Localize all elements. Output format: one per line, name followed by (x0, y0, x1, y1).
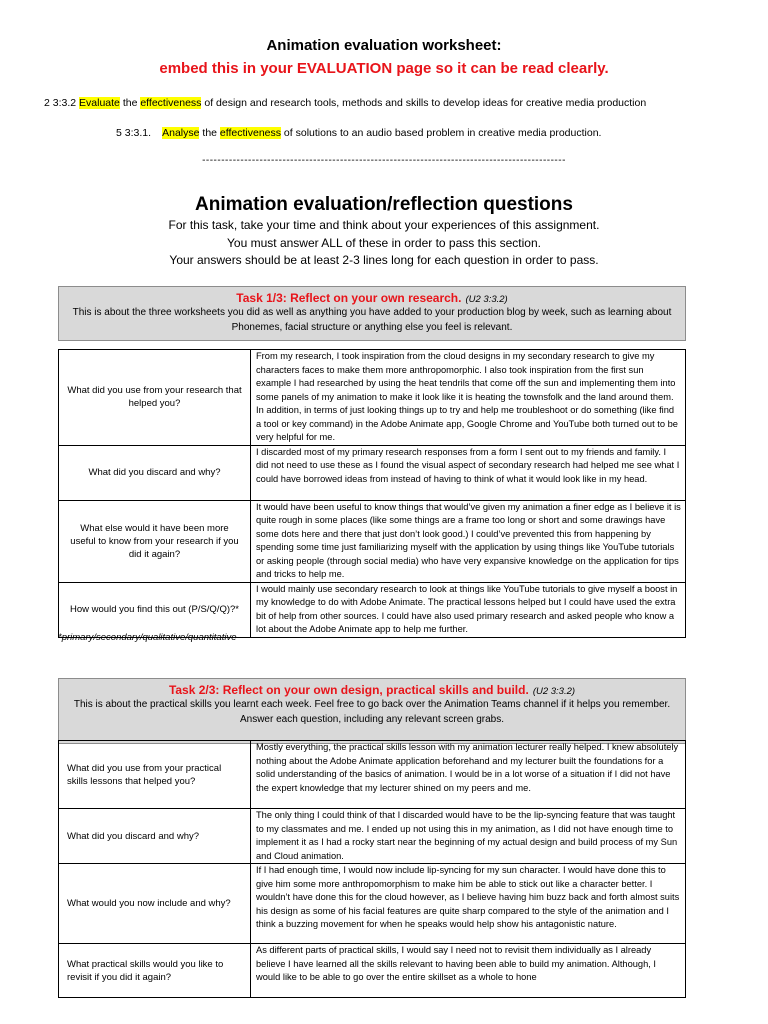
criterion-prefix: 5 3:3.1. (116, 127, 163, 139)
question-cell: What would you now include and why? (59, 864, 251, 944)
answer-cell[interactable]: I would mainly use secondary research to look at things like YouTube tutorials to give myself a boost in my knowledge to do with Adobe Animate. The practical lessons helped but I could have used the extra bit of help from other sources. I could have also used primary research and asked people who know a lot about the Adobe Animate app to help me further. (251, 582, 686, 637)
criterion-key: effectiveness (219, 127, 282, 139)
table-row (59, 582, 686, 637)
task1-table (58, 349, 686, 638)
task1-description: This is about the three worksheets you did as well as anything you have added to your production blog by week, such as learning about Phonemes, facial structure or anything else you feel is relevant. (72, 307, 672, 333)
criterion-rest: of solutions to an audio based problem in creative media production. (281, 127, 602, 139)
criterion-verb: Analyse (162, 127, 200, 139)
task2-code: (U2 3:3.2) (532, 686, 576, 697)
table-row (59, 350, 686, 446)
answer-cell[interactable]: It would have been useful to know things that would’ve given my animation a finer edge as I believe it is quite rough in some places (like some things are a frame too long or short and some drawings have some dots here and there that just don’t look good.) I could’ve prevented this from happening by spending some time just familiarizing myself with the application by using things like YouTube tutorials or asking people (through social media) who have very expansive knowledge on the application for tips and tricks to help me. (251, 500, 686, 582)
criterion-key: effectiveness (140, 97, 202, 109)
task1-title-row (59, 291, 685, 305)
table-row (59, 445, 686, 500)
question-cell: How would you find this out (P/S/Q/Q)?* (59, 582, 251, 637)
question-cell: What did you discard and why? (59, 445, 251, 500)
intro-line: For this task, take your time and think about your experiences of this assignment. (168, 218, 600, 232)
question-cell: What did you use from your research that helped you? (59, 350, 251, 446)
criterion-rest: of design and research tools, methods and skills to develop ideas for creative media production (201, 97, 647, 109)
task2-description: This is about the practical skills you learnt each week. Feel free to go back over the Animation Teams channel if it helps you remember. Answer each question, including any relevant screen grabs. (73, 699, 671, 725)
task1-title: Task 1/3: Reflect on your own research. (236, 291, 462, 305)
page-title: Animation evaluation worksheet: (266, 37, 502, 54)
question-cell: What else would it have been more useful to know from your research if you did it again? (59, 500, 251, 582)
answer-cell[interactable]: The only thing I could think of that I discarded would have to be the lip-syncing feature that was taught to my classmates and me. I ended up not using this in my animation, as I did not have enough time to implement it as I had a rocky start near the beginning of my actual design and build process of my Sun and Cloud animation. (251, 809, 686, 864)
task1-code: (U2 3:3.2) (465, 294, 508, 305)
criterion-2 (116, 127, 601, 139)
answer-cell[interactable]: From my research, I took inspiration from the cloud designs in my secondary research to give my characters faces to make them more anthropomorphic. I also took inspiration from the first sun example I had researched by using the heat tendrils that come off the sun and implementing them into some panels of my animation to make it look like it is heating the townsfolk and the land around them. In addition, in terms of just looking things up to try and help me troubleshoot or do something (like find a tool or key command) in the Adobe Animate app, Google Chrome and YouTube both turned out to be very helpful for me. (251, 350, 686, 446)
question-cell: What practical skills would you like to revisit if you did it again? (59, 944, 251, 998)
criterion-prefix: 2 3:3.2 (44, 97, 80, 109)
table-row (59, 500, 686, 582)
criterion-mid: the (119, 97, 141, 109)
table-row (59, 741, 686, 809)
intro-line: Your answers should be at least 2-3 lines long for each question in order to pass. (169, 253, 599, 267)
criterion-1 (44, 97, 646, 109)
question-cell: What did you use from your practical skills lessons that helped you? (59, 741, 251, 809)
answer-cell[interactable]: If I had enough time, I would now include lip-syncing for my sun character. I would have done this to give him some more anthropomorphism to make him be able to stick out like a character better. I wouldn’t have done this for the cloud however, as I believe having him buzz back and forth almost suits his design as some of his facial features are quite sharp compared to the style of the animation and I think a buzzing movement for when he speaks would help show his antagonistic nature. (251, 864, 686, 944)
task2-title: Task 2/3: Reflect on your own design, practical skills and build. (168, 683, 529, 697)
table-row (59, 809, 686, 864)
task2-title-row (59, 683, 685, 697)
answer-cell[interactable]: Mostly everything, the practical skills lesson with my animation lecturer really helped. I knew absolutely nothing about the Adobe Animate application beforehand and my lecturer built the foundations for a solid understanding of the basics of animation. I would be in a lot worse of a situation if I did not have the expert knowledge that my lecturer shined on my peers and me. (251, 741, 686, 809)
intro-line: You must answer ALL of these in order to pass this section. (227, 236, 541, 250)
criterion-verb: Evaluate (79, 97, 120, 109)
task1-header-box (58, 286, 686, 341)
footnote: *primary/secondary/qualitative/quantitative (58, 632, 237, 643)
table-row (59, 864, 686, 944)
task2-header-box (58, 678, 686, 744)
page-subtitle: embed this in your EVALUATION page so it can be read clearly. (159, 60, 609, 77)
question-cell: What did you discard and why? (59, 809, 251, 864)
answer-cell[interactable]: I discarded most of my primary research responses from a form I sent out to my friends and family. I did not need to use these as I found the visual aspect of secondary research had helped me see what I could have borrowed ideas from instead of having to think of what it would look like in my head. (251, 445, 686, 500)
divider-line: ----------------------------------------------------------------------------------------------- (202, 155, 566, 166)
answer-cell[interactable]: As different parts of practical skills, I would say I need not to revisit them individually as I already believe I have learned all the skills relevant to having been able to build my animation. Although, I would like to be able to go over the entire skillset as a whole to hone (251, 944, 686, 998)
table-row (59, 944, 686, 998)
section-heading: Animation evaluation/reflection questions (195, 194, 573, 215)
criterion-mid: the (199, 127, 220, 139)
task2-table (58, 740, 686, 998)
